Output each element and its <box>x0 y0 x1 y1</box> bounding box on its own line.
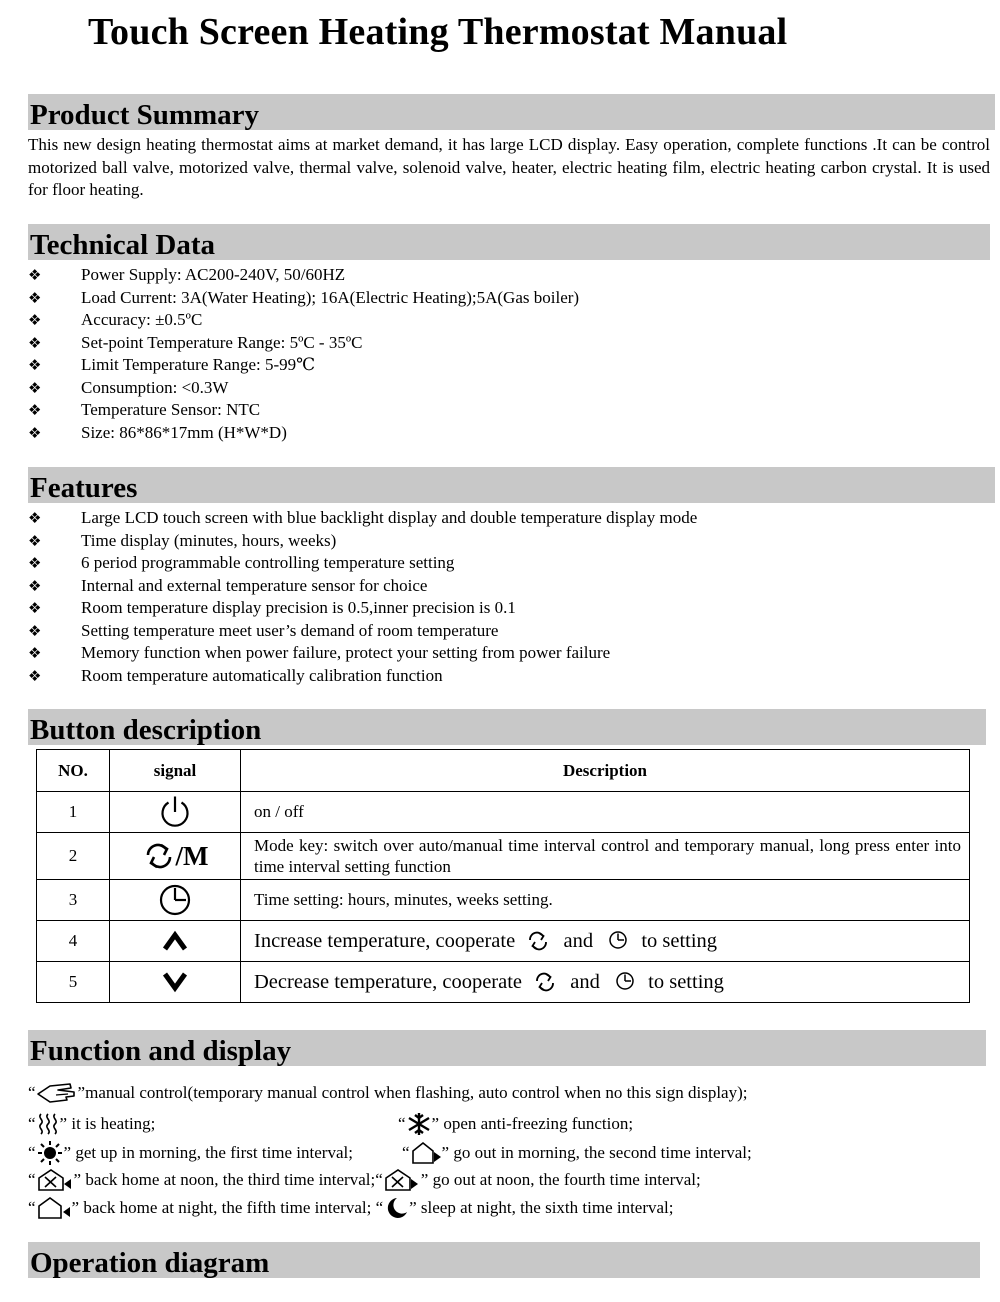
chevron-down-icon <box>161 970 189 994</box>
signal-cell <box>110 792 241 833</box>
bullet-icon: ❖ <box>28 666 42 685</box>
heating-icon <box>36 1112 60 1136</box>
function-line-period-3: “ ” back home at noon, the third time interval;“ ” go out at noon, the fourth time interval; <box>28 1166 701 1192</box>
mode-key-label: /M <box>175 840 209 871</box>
bullet-icon: ❖ <box>28 266 42 284</box>
chevron-up-icon <box>161 929 189 953</box>
section-heading-function-display: Function and display <box>28 1030 986 1066</box>
section-heading-product-summary: Product Summary <box>28 94 995 130</box>
moon-icon <box>383 1196 409 1220</box>
clock-icon <box>608 930 628 950</box>
bullet-icon: ❖ <box>28 288 42 307</box>
mode-cycle-icon <box>533 971 557 993</box>
row-number: 2 <box>37 833 110 880</box>
bullet-icon: ❖ <box>28 644 42 662</box>
house-meal-out-icon <box>383 1168 421 1192</box>
column-header-description: Description <box>241 750 970 792</box>
signal-cell <box>110 921 241 962</box>
signal-cell <box>110 833 241 880</box>
bullet-icon: ❖ <box>28 509 42 527</box>
function-line-period-2: “ ” go out in morning, the second time interval; <box>402 1139 752 1165</box>
house-in-icon <box>36 1196 72 1220</box>
bullet-icon: ❖ <box>28 531 42 550</box>
table-row <box>37 833 970 880</box>
description-cell: Time setting: hours, minutes, weeks setting. <box>241 880 970 921</box>
section-heading-button-description: Button description <box>28 709 986 745</box>
column-header-signal: signal <box>110 750 241 792</box>
bullet-icon: ❖ <box>28 378 42 397</box>
description-cell: on / off <box>241 792 970 833</box>
section-heading-technical-data: Technical Data <box>28 224 990 260</box>
bullet-icon: ❖ <box>28 356 42 374</box>
row-number: 4 <box>37 921 110 962</box>
clock-icon <box>158 883 192 917</box>
description-cell: Decrease temperature, cooperate and to setting <box>241 962 970 1003</box>
function-line-period-5: “ ” back home at night, the fifth time interval; “ ” sleep at night, the sixth time interval; <box>28 1194 674 1220</box>
row-number: 1 <box>37 792 110 833</box>
mode-cycle-icon <box>526 930 550 952</box>
sun-icon <box>36 1141 64 1165</box>
function-line-heating: “ ” it is heating; <box>28 1110 155 1136</box>
description-cell: Increase temperature, cooperate and to setting <box>241 921 970 962</box>
bullet-icon: ❖ <box>28 333 42 352</box>
row-number: 3 <box>37 880 110 921</box>
signal-cell <box>110 962 241 1003</box>
function-line-antifreeze: “ ” open anti-freezing function; <box>398 1110 633 1136</box>
table-row <box>37 792 970 833</box>
clock-icon <box>615 971 635 991</box>
house-out-icon <box>410 1141 442 1165</box>
bullet-icon: ❖ <box>28 554 42 572</box>
description-cell: Mode key: switch over auto/manual time interval control and temporary manual, long press enter into time interval setting function <box>241 833 970 880</box>
signal-cell <box>110 880 241 921</box>
button-description-table <box>36 749 970 1003</box>
snowflake-icon <box>406 1112 432 1136</box>
function-line-period-1: “ ” get up in morning, the first time interval; <box>28 1139 353 1165</box>
bullet-icon: ❖ <box>28 621 42 640</box>
bullet-icon: ❖ <box>28 599 42 617</box>
mode-cycle-icon <box>142 841 176 871</box>
hand-icon <box>36 1082 78 1104</box>
table-row <box>37 880 970 921</box>
section-heading-operation-diagram: Operation diagram <box>28 1242 980 1278</box>
bullet-icon: ❖ <box>28 311 42 329</box>
section-heading-features: Features <box>28 467 995 503</box>
function-line-manual: “ ”manual control(temporary manual control when flashing, auto control when no this sign display); <box>28 1083 748 1103</box>
power-icon <box>157 794 193 830</box>
house-meal-in-icon <box>36 1168 74 1192</box>
bullet-icon: ❖ <box>28 576 42 595</box>
table-row <box>37 962 970 1003</box>
product-summary-text: This new design heating thermostat aims at market demand, it has large LCD display. Easy operation, complete functions .It can be control motorized ball valve, motorized valve, thermal valve, solenoid valve, heater, electric heating film, electric heating carbon crystal. It is used for floor heating. <box>28 135 990 200</box>
table-header-row <box>37 750 970 792</box>
row-number: 5 <box>37 962 110 1003</box>
bullet-icon: ❖ <box>28 423 42 442</box>
bullet-icon: ❖ <box>28 401 42 419</box>
document-title: Touch Screen Heating Thermostat Manual <box>88 11 788 53</box>
column-header-no: NO. <box>37 750 110 792</box>
table-row <box>37 921 970 962</box>
